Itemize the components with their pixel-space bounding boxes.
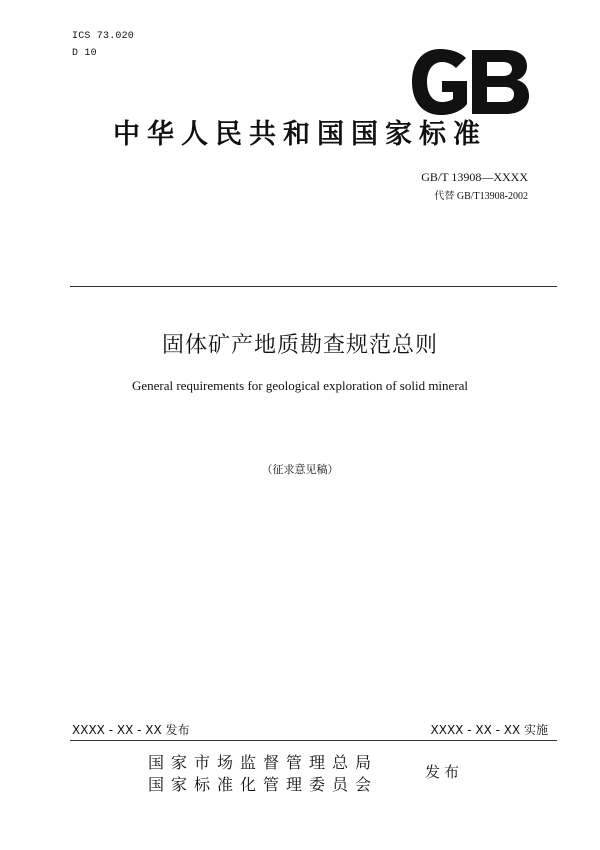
ccs-code: D 10 [72,48,97,59]
standard-number: GB/T 13908—XXXX [421,170,528,184]
title-english: General requirements for geological exploration of solid mineral [131,378,469,393]
gb-national-standard-logo-icon [410,48,530,116]
ics-code: ICS 73.020 [72,31,135,42]
publish-label: 发布 [425,763,464,781]
issuing-authority-1: 国家市场监督管理总局 [148,753,379,772]
issue-date: XXXX - XX - XX 发布 [72,723,190,737]
bottom-divider [70,740,557,741]
standard-name: 中华人民共和国国家标准 [113,119,487,150]
draft-stage: （征求意见稿） [261,464,339,476]
replaces-standard: 代替 GB/T13908-2002 [434,191,528,202]
title-chinese: 固体矿产地质勘查规范总则 [161,333,438,358]
top-divider [70,286,557,287]
issuing-authority-2: 国家标准化管理委员会 [148,775,379,794]
implementation-date: XXXX - XX - XX 实施 [430,723,548,737]
